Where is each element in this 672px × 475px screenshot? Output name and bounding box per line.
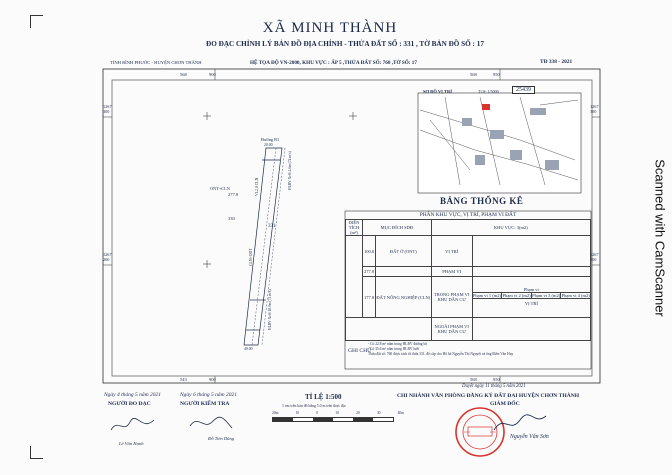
subtitle: ĐO ĐẠC CHỈNH LÝ BẢN ĐỒ ĐỊA CHÍNH - THỬA ĐẤT SỐ : 331 , TỜ BẢN ĐỒ SỐ : 17: [206, 40, 484, 48]
row2-total: 277.8: [363, 267, 376, 277]
surveyor-signature: [108, 414, 158, 436]
grid-top-right: 950: [493, 72, 500, 77]
location-map-title: SƠ ĐỒ VỊ TRÍ: [423, 89, 452, 94]
director-name: Nguyễn Văn Sơn: [510, 434, 549, 440]
scope-3: Phạm vi 3 (m2): [532, 292, 561, 298]
row1-purpose: ĐẤT Ở (ONT): [376, 236, 432, 267]
checker-name: Đỗ Tiến Dũng: [208, 436, 235, 441]
note-label: GHI CHÚ: [348, 348, 372, 354]
road-note-bottom: HLBV Xcl6 18.0m (74 m/s): [268, 289, 272, 330]
checker-title: NGƯỜI KIỂM TRA: [180, 401, 230, 407]
date-checker: Ngày 6 tháng 5 năm 2021: [180, 392, 237, 398]
scale-bar: 20m 10 0 10 20 30 40m: [272, 411, 392, 423]
scope-1: Phạm vi 1 (m2): [472, 292, 502, 298]
grid-left-top: 1267 300: [103, 104, 112, 114]
coord-info: HỆ TỌA ĐỘ VN-2000, KHU VỰC : ẤP 5 ,THỬA ĐẤT SỐ: 760 ,TỜ SỐ: 17: [250, 60, 417, 66]
position-label: VỊ TRÍ: [524, 300, 538, 306]
scope-2: Phạm vi 2 (m2): [502, 292, 531, 298]
row1-scope: PHẠM VI: [431, 267, 472, 277]
road-label: Đường B1: [261, 137, 280, 142]
scan-watermark: Scanned with CamScanner: [652, 158, 668, 317]
grid-left-mid: 1267 200: [103, 252, 112, 262]
stats-title: BẢNG THỐNG KÊ: [440, 196, 524, 206]
date-surveyor: Ngày 4 tháng 5 năm 2021: [104, 392, 161, 398]
row2-purpose: ĐẤT NÔNG NGHIỆP (CLN): [376, 277, 432, 318]
stats-table: [345, 219, 591, 341]
grid-bottom-right: 950: [493, 377, 500, 382]
vertical-label-a: VL2,0 CLN: [255, 177, 259, 196]
road-note-top: HLBV Xcl6 4.6m (74 m/s): [288, 151, 292, 190]
row1-position: VỊ TRÍ: [431, 236, 472, 267]
edge-top: 20.00: [264, 143, 273, 147]
in-zone: TRONG PHẠM VI KHU DÂN CƯ: [431, 277, 472, 318]
director-title: GIÁM ĐỐC: [490, 401, 520, 407]
scan-corner-bl: [30, 446, 43, 459]
scan-corner-tl: [30, 15, 43, 28]
doc-code: TĐ 338 - 2021: [540, 59, 573, 65]
grid-top-left: 900: [209, 72, 216, 77]
parcel-left-label: 330: [228, 216, 235, 221]
director-signature: [490, 412, 550, 436]
checker-signature: [186, 412, 236, 434]
ont-label: ONT+CLN: [210, 186, 230, 191]
office-name: CHI NHÁNH VĂN PHÒNG ĐĂNG KÝ ĐẤT ĐAI HUYỆN CHƠN THÀNH: [397, 393, 580, 399]
grid-right-top: 1267 300: [590, 104, 599, 114]
approved-date: Duyệt ngày 11 tháng 5 năm 2021: [462, 384, 526, 389]
grid-top-outer-right: 568: [470, 72, 477, 77]
scale-note: 1 cm trên bản đồ bằng 5.0 m trên thực địa: [282, 404, 346, 408]
row1-area: 100.0: [363, 236, 376, 267]
grid-bottom-outer-right: 568: [470, 377, 477, 382]
col-purpose: MỤC ĐÍCH SDĐ: [363, 220, 432, 236]
stats-banner: PHÂN KHU VỰC, VỊ TRÍ, PHẠM VI ĐẤT: [345, 211, 591, 220]
grid-right-mid: 1267 200: [590, 252, 599, 262]
surveyor-name: Lê Văn Hạnh: [119, 441, 144, 446]
vertical-label-b: CLN+ODT: [249, 248, 253, 266]
province-label: TỈNH BÌNH PHƯỚC - HUYỆN CHƠN THÀNH: [110, 60, 202, 65]
scope-head: Phạm vi: [473, 287, 590, 293]
area-label: 277.8: [228, 192, 239, 197]
location-map-sheet: 25439: [512, 86, 535, 94]
row2-area: 177.8: [363, 277, 376, 318]
title: XÃ MINH THÀNH: [262, 20, 398, 36]
scope-4: Phạm vi 4 (m2): [561, 292, 590, 298]
edge-bottom: 40.00: [244, 347, 253, 351]
location-map-scale: Tỉ lệ: 1/5000: [478, 89, 499, 94]
notes: - Có 22.8 m² nằm trong HLBV đường bộ - Có 35.6 m² nằm trong HLBV lưới Thửa đất số: 760 được tách từ thửa 331, để cấp cho Hộ bà Nguyễn Thị Nguyệt và ông Điền Văn Huy: [368, 342, 514, 356]
grid-bottom-outer-left: 543: [180, 377, 187, 382]
col-area: DIỆN TÍCH (m²): [346, 220, 363, 236]
parcel-label: 331: [268, 224, 276, 229]
scale-title: TỈ LỆ 1:500: [305, 393, 342, 401]
col-zone: KHU VỰC: 3(m2): [431, 220, 590, 236]
grid-bottom-left: 900: [209, 377, 216, 382]
grid-top-outer-left: 568: [180, 72, 187, 77]
out-zone: NGOÀI PHẠM VI KHU DÂN CƯ: [431, 318, 472, 341]
surveyor-title: NGƯỜI ĐO ĐẠC: [108, 401, 151, 407]
